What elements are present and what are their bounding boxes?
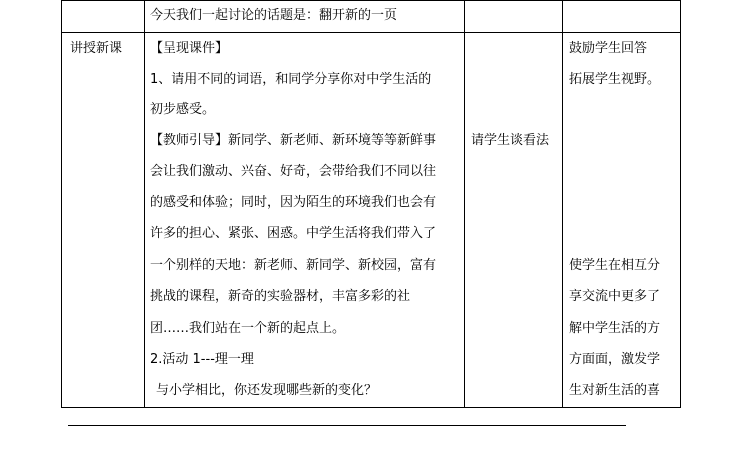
- table-cell: [62, 1, 145, 33]
- content-line: 【教师引导】新同学、新老师、新环境等等新鲜事: [150, 133, 437, 148]
- footer-rule: [68, 425, 626, 426]
- intent-line: 方面面，激发学: [569, 352, 661, 367]
- intent-line: 享交流中更多了: [569, 289, 661, 304]
- content-line: 2.活动 1---理一理: [150, 352, 254, 367]
- content-line: 【呈现课件】: [150, 41, 229, 56]
- table-cell: [465, 1, 563, 33]
- content-line: 与小学相比，你还发现哪些新的变化？: [156, 383, 378, 398]
- content-line: 挑战的课程，新奇的实验器材，丰富多彩的社: [150, 289, 411, 304]
- content-line: 一个别样的天地：新老师、新同学、新校园，富有: [150, 258, 437, 273]
- intent-line: 生对新生活的喜: [569, 383, 661, 398]
- content-line: 的感受和体验；同时，因为陌生的环境我们也会有: [150, 195, 437, 210]
- content-line: 1、请用不同的词语，和同学分享你对中学生活的: [150, 72, 432, 87]
- content-line: 会让我们激动、兴奋、好奇，会带给我们不同以往: [150, 164, 437, 179]
- content-line: 许多的担心、紧张、困惑。中学生活将我们带入了: [150, 226, 437, 241]
- intent-line: 鼓励学生回答: [569, 41, 648, 56]
- intent-line: 拓展学生视野。: [569, 72, 661, 87]
- table-cell: [563, 1, 681, 33]
- table-cell: [62, 33, 145, 408]
- student-activity-text: 请学生谈看法: [471, 133, 550, 148]
- intent-line: 使学生在相互分: [569, 258, 661, 273]
- section-label: 讲授新课: [70, 41, 123, 56]
- intent-line: 解中学生活的方: [569, 321, 661, 336]
- topic-text: 今天我们一起讨论的话题是：翻开新的一页: [150, 8, 398, 23]
- content-line: 初步感受。: [150, 102, 216, 117]
- content-line: 团……我们站在一个新的起点上。: [150, 321, 346, 336]
- table-cell: [465, 33, 563, 408]
